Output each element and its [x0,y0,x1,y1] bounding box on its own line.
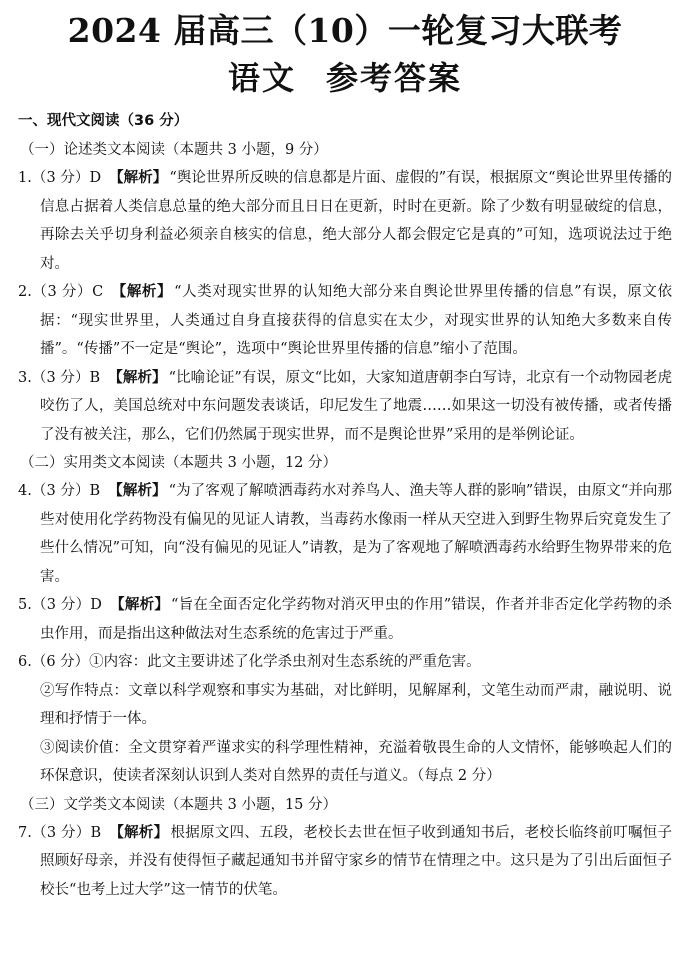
item-text: “比喻论证”有误，原文“比如，大家知道唐朝李白写诗，北京有一个动物园老虎咬伤了人，美国总统对中东问题发表谈话，印尼发生了地震……如果这一切没有被传播，或者传播了没有被关注，那么，它们仍然属于现实世界，而不是舆论世界”采用的是举例论证。 [40,369,673,443]
part-heading-1: （一）论述类文本阅读（本题共 3 小题，9 分） [20,142,328,158]
answer-item-6-point-3: ③阅读价值：全文贯穿着严谨求实的科学理性精神，充溢着敬畏生命的人文情怀，能够唤起人们的环保意识，使读者深刻认识到人类对自然界的责任与道义。（每点 2 分） [40,739,672,784]
answer-item-1 [18,164,672,278]
subject-label: 语文 [227,59,296,97]
item-text: “舆论世界所反映的信息都是片面、虚假的”有误，根据原文“舆论世界里传播的信息占据着人类信息总量的绝大部分而且日日在更新，时时在更新。除了少数有明显破绽的信息，再除去关乎切身利益必须亲自核实的信息，绝大部分人都会假定它是真的”可知，选项说法过于绝对。 [40,170,673,272]
analysis-tag: 【解析】 [109,170,168,186]
item-text: “为了客观了解喷洒毒药水对养鸟人、渔夫等人群的影响”错误，由原文“并向那些对使用化学药物没有偏见的见证人请教，当毒药水像雨一样从天空进入到野生物界后究竟发生了些什么情况”可知，向“没有偏见的见证人”请教，是为了客观地了解喷洒毒药水给野生物界带来的危害。 [40,483,673,585]
answer-item-6 [18,648,672,677]
analysis-tag: 【解析】 [108,369,167,386]
analysis-tag: 【解析】 [109,824,169,841]
part-heading-3: （三）文学类文本阅读（本题共 3 小题，15 分） [20,796,338,813]
answer-item-6-point-2: ②写作特点：文章以科学观察和事实为基础，对比鲜明，见解犀利，文笔生动而严肃，融说明、说理和抒情于一体。 [40,682,672,727]
section-heading: 一、现代文阅读（36 分） [18,113,189,129]
item-text: 根据原文四、五段，老校长去世在恒子收到通知书后，老校长临终前叮嘱恒子照顾好母亲，并没有使得恒子藏起通知书并留守家乡的情节在情理之中。这只是为了引出后面恒子校长“也考上过大学”这一情节的伏笔。 [40,824,673,898]
item-number: 6.（6 分） [18,654,90,670]
answer-item-4 [18,477,672,591]
analysis-tag: 【解析】 [109,597,170,613]
analysis-tag: 【解析】 [111,284,173,300]
answer-title [18,54,672,102]
item-number: 5.（3 分）D [18,597,102,613]
item-text: “旨在全面否定化学药物对消灭甲虫的作用”错误，作者并非否定化学药物的杀虫作用，而是指出这种做法对生态系统的危害过于严重。 [40,597,673,642]
item-number: 2.（3 分）C [18,284,104,300]
answer-item-7 [18,819,672,905]
item-text: “人类对现实世界的认知绝大部分来自舆论世界里传播的信息”有误，原文依据：“现实世界里，人类通过自身直接获得的信息实在太少，对现实世界的认知绝大多数来自传播”。“传播”不一定是“舆论”，选项中“舆论世界里传播的信息”缩小了范围。 [40,284,673,357]
answer-item-5 [18,591,672,648]
part-heading-2: （二）实用类文本阅读（本题共 3 小题，12 分） [20,455,338,471]
answer-key-label: 参考答案 [326,59,463,97]
item-number: 1.（3 分）D [18,170,102,186]
analysis-tag: 【解析】 [108,483,167,499]
item-number: 4.（3 分）B [18,483,101,499]
answer-item-2 [18,278,672,364]
answer-item-3 [18,364,672,450]
item-number: 3.（3 分）B [18,369,101,386]
exam-title: 2024 届高三（10）一轮复习大联考 [67,11,623,50]
item-number: 7.（3 分）B [18,824,102,841]
item-text: ①内容：此文主要讲述了化学杀虫剂对生态系统的严重危害。 [89,654,481,670]
